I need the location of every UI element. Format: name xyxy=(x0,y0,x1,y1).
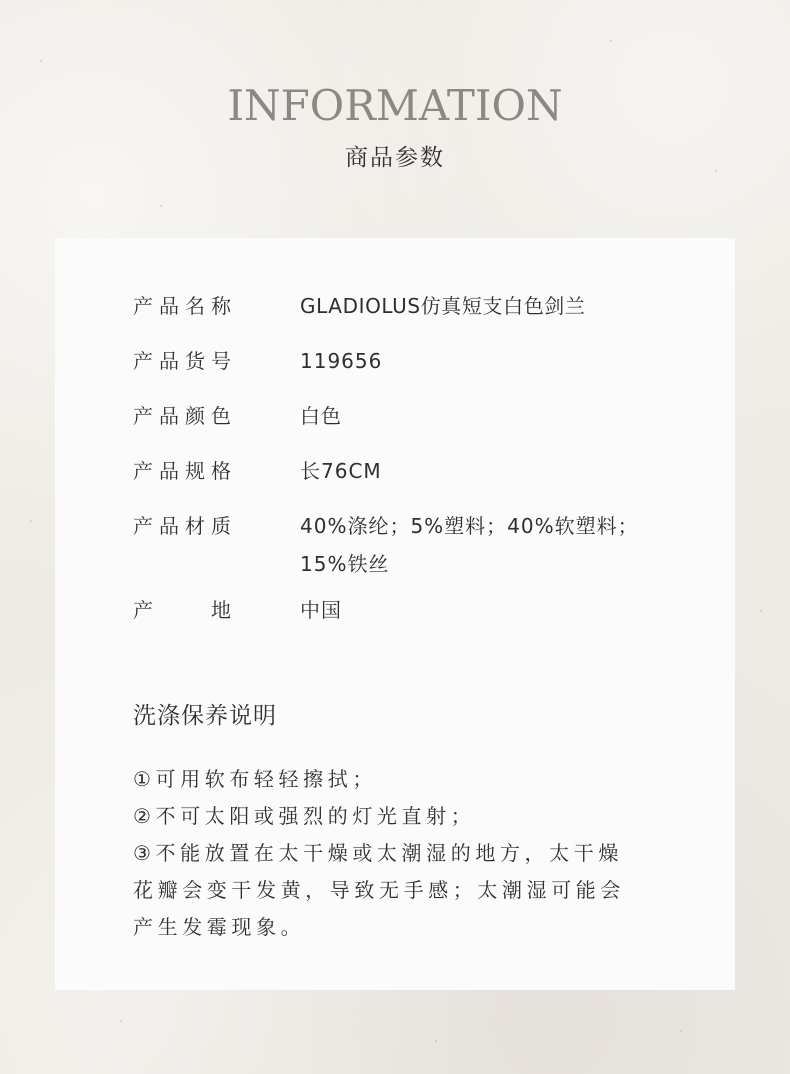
paper-texture-speck xyxy=(30,520,32,522)
spec-value-size: 长76CM xyxy=(300,459,382,483)
spec-label-size: 产品规格 xyxy=(133,459,237,483)
page-title: INFORMATION xyxy=(227,81,563,130)
spec-label-color: 产品颜色 xyxy=(133,404,237,428)
spec-label-sku: 产品货号 xyxy=(133,349,237,373)
care-section-title: 洗涤保养说明 xyxy=(133,703,277,729)
spec-value-color: 白色 xyxy=(300,404,342,428)
care-line: 花瓣会变干发黄，导致无手感；太潮湿可能会 xyxy=(133,878,625,902)
spec-value-material-line: 40%涤纶；5%塑料；40%软塑料； xyxy=(300,514,639,538)
care-line: ②不可太阳或强烈的灯光直射； xyxy=(133,804,476,828)
paper-texture-speck xyxy=(760,610,762,612)
info-card xyxy=(55,238,735,990)
spec-value-origin: 中国 xyxy=(300,598,342,622)
care-line: ③不能放置在太干燥或太潮湿的地方，太干燥 xyxy=(133,841,623,865)
spec-label-origin-char: 地 xyxy=(211,598,231,622)
spec-value-material xyxy=(300,507,690,583)
paper-texture-speck xyxy=(680,1030,682,1032)
spec-label-name: 产品名称 xyxy=(133,294,237,318)
spec-label-material: 产品材质 xyxy=(133,514,237,538)
page-subtitle: 商品参数 xyxy=(345,145,445,171)
paper-texture-speck xyxy=(610,40,612,42)
paper-texture-speck xyxy=(40,60,42,62)
paper-texture-speck xyxy=(435,1040,437,1042)
paper-texture-speck xyxy=(120,1020,122,1022)
care-line: 产生发霉现象。 xyxy=(133,915,306,939)
spec-label-origin xyxy=(133,596,231,624)
spec-value-material-line: 15%铁丝 xyxy=(300,552,390,576)
spec-label-origin-char: 产 xyxy=(133,598,153,622)
care-instructions xyxy=(133,761,653,946)
spec-value-sku: 119656 xyxy=(300,349,383,373)
care-line: ①可用软布轻轻擦拭； xyxy=(133,767,377,791)
spec-value-name: GLADIOLUS仿真短支白色剑兰 xyxy=(300,294,586,318)
paper-texture-speck xyxy=(160,205,162,207)
